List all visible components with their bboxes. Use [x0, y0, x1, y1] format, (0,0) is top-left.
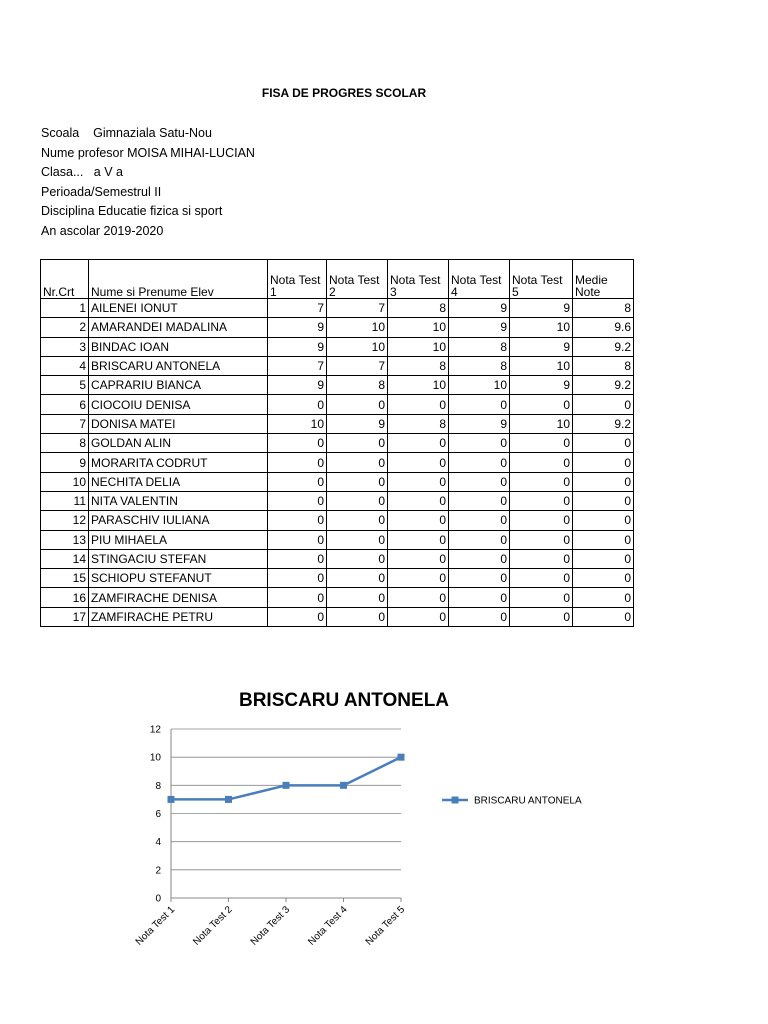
student-name-cell: DONISA MATEI — [89, 414, 268, 433]
grade-cell: 0 — [327, 472, 388, 491]
grade-cell: 0 — [388, 491, 449, 510]
grade-cell: 10 — [388, 376, 449, 395]
row-number-cell: 5 — [41, 376, 89, 395]
grade-cell: 8 — [449, 337, 510, 356]
grade-cell: 9 — [268, 337, 327, 356]
grade-cell: 9 — [510, 299, 573, 318]
grade-cell: 9 — [449, 318, 510, 337]
student-name-cell: GOLDAN ALIN — [89, 434, 268, 453]
column-header: Nr.Crt — [41, 260, 89, 299]
student-name-cell: CIOCOIU DENISA — [89, 395, 268, 414]
grade-cell: 7 — [327, 356, 388, 375]
student-name-cell: ZAMFIRACHE PETRU — [89, 607, 268, 626]
grade-cell: 9.2 — [573, 376, 634, 395]
grade-cell: 0 — [268, 549, 327, 568]
legend-marker — [452, 797, 459, 804]
x-tick-label: Nota Test 5 — [363, 904, 408, 948]
info-period: Perioada/Semestrul II — [41, 184, 162, 199]
row-number-cell: 8 — [41, 434, 89, 453]
table-row — [41, 434, 634, 453]
row-number-cell: 2 — [41, 318, 89, 337]
y-tick-label: 2 — [155, 865, 161, 877]
table-row — [41, 318, 634, 337]
grade-cell: 8 — [388, 414, 449, 433]
grade-cell: 0 — [449, 491, 510, 510]
grade-cell: 8 — [573, 299, 634, 318]
grade-cell: 0 — [510, 434, 573, 453]
x-tick-label: Nota Test 3 — [248, 904, 293, 948]
grade-cell: 0 — [388, 453, 449, 472]
student-name-cell: BRISCARU ANTONELA — [89, 356, 268, 375]
y-tick-label: 8 — [155, 780, 161, 792]
grade-cell: 0 — [573, 588, 634, 607]
row-number-cell: 3 — [41, 337, 89, 356]
grade-cell: 9.2 — [573, 337, 634, 356]
document-title: FISA DE PROGRES SCOLAR — [261, 86, 427, 100]
grade-cell: 0 — [510, 549, 573, 568]
table-row — [41, 569, 634, 588]
grade-cell: 0 — [573, 607, 634, 626]
info-teacher: Nume profesor MOISA MIHAI-LUCIAN — [41, 145, 255, 160]
x-tick-label: Nota Test 4 — [306, 904, 350, 948]
grade-cell: 0 — [573, 434, 634, 453]
grade-cell: 0 — [327, 491, 388, 510]
student-name-cell: ZAMFIRACHE DENISA — [89, 588, 268, 607]
table-header-row — [41, 260, 634, 299]
column-header: Nota Test 4 — [449, 260, 510, 299]
grade-cell: 8 — [388, 299, 449, 318]
grade-cell: 0 — [449, 453, 510, 472]
info-school: Scoala Gimnaziala Satu-Nou — [41, 126, 212, 140]
student-name-cell: MORARITA CODRUT — [89, 453, 268, 472]
y-tick-label: 6 — [155, 809, 161, 820]
info-discipline: Disciplina Educatie fizica si sport — [41, 204, 223, 218]
grade-cell: 8 — [327, 376, 388, 395]
grade-cell: 9 — [327, 414, 388, 433]
row-number-cell: 11 — [41, 491, 89, 510]
grade-cell: 0 — [327, 549, 388, 568]
grade-cell: 0 — [573, 491, 634, 510]
table-body — [41, 299, 634, 627]
grade-cell: 0 — [449, 588, 510, 607]
grade-cell: 0 — [327, 607, 388, 626]
grade-cell: 0 — [327, 453, 388, 472]
grade-cell: 0 — [573, 569, 634, 588]
row-number-cell: 14 — [41, 549, 89, 568]
grade-cell: 9.2 — [573, 414, 634, 433]
grade-cell: 0 — [510, 511, 573, 530]
grade-cell: 0 — [573, 395, 634, 414]
grade-cell: 0 — [327, 434, 388, 453]
student-name-cell: PARASCHIV IULIANA — [89, 511, 268, 530]
y-tick-label: 10 — [149, 752, 161, 764]
grade-cell: 10 — [327, 337, 388, 356]
row-number-cell: 12 — [41, 511, 89, 530]
grade-cell: 7 — [268, 299, 327, 318]
student-name-cell: PIU MIHAELA — [89, 530, 268, 549]
grade-cell: 0 — [510, 491, 573, 510]
grade-cell: 0 — [510, 472, 573, 491]
grade-cell: 10 — [327, 318, 388, 337]
row-number-cell: 4 — [41, 356, 89, 375]
grade-cell: 0 — [268, 491, 327, 510]
grade-cell: 0 — [449, 607, 510, 626]
grade-cell: 0 — [268, 569, 327, 588]
column-header: Nota Test 1 — [268, 260, 327, 299]
grade-cell: 9 — [268, 318, 327, 337]
grade-cell: 0 — [510, 588, 573, 607]
grade-cell: 0 — [510, 395, 573, 414]
grade-cell: 0 — [449, 395, 510, 414]
table-row — [41, 511, 634, 530]
student-name-cell: BINDAC IOAN — [89, 337, 268, 356]
student-name-cell: AILENEI IONUT — [89, 299, 268, 318]
table-row — [41, 414, 634, 433]
column-header: Nota Test 2 — [327, 260, 388, 299]
grade-cell: 10 — [268, 414, 327, 433]
table-row — [41, 376, 634, 395]
grade-cell: 0 — [510, 569, 573, 588]
x-tick-label: Nota Test 2 — [191, 904, 235, 948]
row-number-cell: 6 — [41, 395, 89, 414]
line-chart — [100, 718, 620, 958]
table-row — [41, 549, 634, 568]
grade-cell: 0 — [449, 434, 510, 453]
grade-cell: 0 — [510, 453, 573, 472]
grade-cell: 0 — [449, 549, 510, 568]
x-tick-label: Nota Test 1 — [133, 904, 178, 948]
student-name-cell: NECHITA DELIA — [89, 472, 268, 491]
column-header: Medie Note — [573, 260, 634, 299]
row-number-cell: 1 — [41, 299, 89, 318]
column-header: Nota Test 5 — [510, 260, 573, 299]
grade-cell: 0 — [268, 530, 327, 549]
grade-cell: 0 — [327, 588, 388, 607]
grade-cell: 0 — [573, 472, 634, 491]
grade-cell: 0 — [388, 472, 449, 491]
grade-cell: 0 — [388, 569, 449, 588]
table-row — [41, 491, 634, 510]
grade-cell: 8 — [388, 356, 449, 375]
grade-cell: 0 — [268, 607, 327, 626]
grade-cell: 0 — [449, 472, 510, 491]
table-row — [41, 588, 634, 607]
data-point — [398, 754, 405, 761]
grades-table — [40, 259, 634, 627]
grade-cell: 0 — [510, 530, 573, 549]
row-number-cell: 7 — [41, 414, 89, 433]
grade-cell: 9 — [510, 376, 573, 395]
row-number-cell: 13 — [41, 530, 89, 549]
grade-cell: 0 — [268, 395, 327, 414]
info-class: Clasa... a V a — [41, 165, 123, 179]
grade-cell: 8 — [449, 356, 510, 375]
grade-cell: 0 — [327, 530, 388, 549]
row-number-cell: 10 — [41, 472, 89, 491]
grade-cell: 0 — [268, 588, 327, 607]
grade-cell: 0 — [449, 569, 510, 588]
grade-cell: 0 — [268, 511, 327, 530]
grade-cell: 9 — [449, 299, 510, 318]
grade-cell: 0 — [268, 434, 327, 453]
grade-cell: 9 — [449, 414, 510, 433]
grade-cell: 0 — [388, 530, 449, 549]
grade-cell: 7 — [268, 356, 327, 375]
table-row — [41, 337, 634, 356]
document-info — [41, 124, 255, 241]
info-school-year: An ascolar 2019-2020 — [41, 223, 164, 238]
grade-cell: 7 — [327, 299, 388, 318]
table-row — [41, 453, 634, 472]
table-row — [41, 299, 634, 318]
y-tick-label: 4 — [155, 837, 161, 849]
grade-cell: 10 — [510, 414, 573, 433]
chart-title: BRISCARU ANTONELA — [238, 690, 450, 711]
data-point — [225, 796, 232, 803]
grade-cell: 0 — [449, 511, 510, 530]
row-number-cell: 9 — [41, 453, 89, 472]
grade-cell: 0 — [510, 607, 573, 626]
grade-cell: 9 — [510, 337, 573, 356]
row-number-cell: 17 — [41, 607, 89, 626]
student-name-cell: CAPRARIU BIANCA — [89, 376, 268, 395]
grade-cell: 0 — [573, 549, 634, 568]
grade-cell: 0 — [388, 434, 449, 453]
grade-cell: 0 — [388, 588, 449, 607]
series-line — [171, 757, 401, 799]
grade-cell: 9.6 — [573, 318, 634, 337]
table-row — [41, 472, 634, 491]
table-row — [41, 395, 634, 414]
grade-cell: 10 — [449, 376, 510, 395]
data-point — [283, 782, 290, 789]
grade-cell: 0 — [327, 511, 388, 530]
legend-label: BRISCARU ANTONELA — [474, 795, 582, 807]
grade-cell: 0 — [388, 607, 449, 626]
grade-cell: 8 — [573, 356, 634, 375]
row-number-cell: 16 — [41, 588, 89, 607]
grade-cell: 0 — [388, 549, 449, 568]
column-header: Nota Test 3 — [388, 260, 449, 299]
grade-cell: 10 — [388, 337, 449, 356]
y-tick-label: 12 — [149, 724, 161, 736]
grade-cell: 0 — [327, 395, 388, 414]
grade-cell: 0 — [268, 453, 327, 472]
student-name-cell: STINGACIU STEFAN — [89, 549, 268, 568]
column-header: Nume si Prenume Elev — [89, 260, 268, 299]
row-number-cell: 15 — [41, 569, 89, 588]
grade-cell: 10 — [510, 318, 573, 337]
grade-cell: 10 — [510, 356, 573, 375]
student-name-cell: AMARANDEI MADALINA — [89, 318, 268, 337]
grade-cell: 0 — [573, 511, 634, 530]
grade-cell: 0 — [327, 569, 388, 588]
student-name-cell: NITA VALENTIN — [89, 491, 268, 510]
grade-cell: 0 — [388, 511, 449, 530]
grade-cell: 0 — [388, 395, 449, 414]
table-row — [41, 356, 634, 375]
grade-cell: 9 — [268, 376, 327, 395]
grade-cell: 0 — [573, 453, 634, 472]
data-point — [340, 782, 347, 789]
table-row — [41, 607, 634, 626]
y-tick-label: 0 — [155, 893, 161, 905]
grade-cell: 0 — [449, 530, 510, 549]
table-row — [41, 530, 634, 549]
grade-cell: 10 — [388, 318, 449, 337]
grade-cell: 0 — [573, 530, 634, 549]
data-point — [168, 796, 175, 803]
grade-cell: 0 — [268, 472, 327, 491]
student-name-cell: SCHIOPU STEFANUT — [89, 569, 268, 588]
